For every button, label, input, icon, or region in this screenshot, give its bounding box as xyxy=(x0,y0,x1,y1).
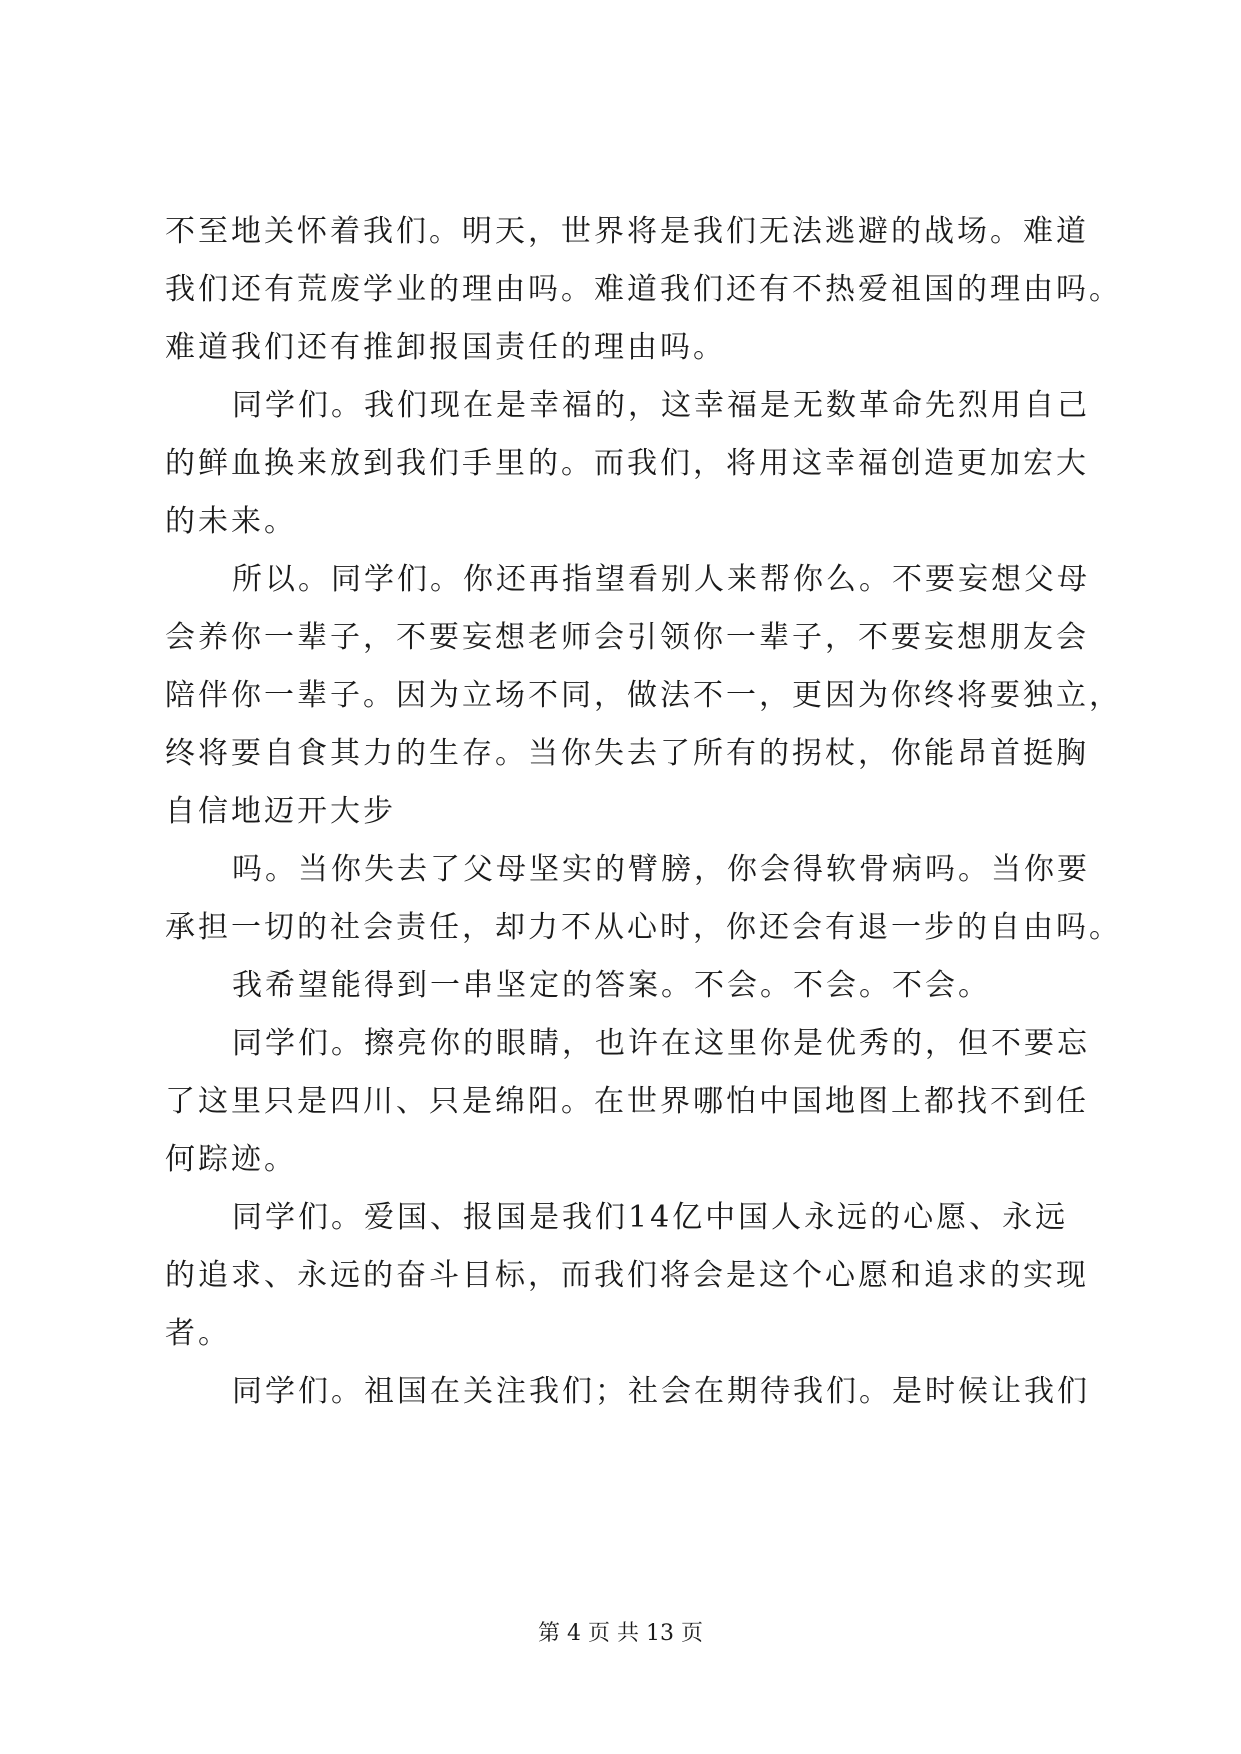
text-line: 何踪迹。 xyxy=(165,1142,297,1177)
paragraph-start-line: 我希望能得到一串坚定的答案。不会。不会。不会。 xyxy=(232,968,991,1003)
text-line: 会养你一辈子，不要妄想老师会引领你一辈子，不要妄想朋友会 xyxy=(165,620,1089,655)
page-number-footer: 第 4 页 共 13 页 xyxy=(538,1621,703,1646)
paragraph-start-line: 吗。当你失去了父母坚实的臂膀，你会得软骨病吗。当你要 xyxy=(232,852,1090,887)
text-line: 了这里只是四川、只是绵阳。在世界哪怕中国地图上都找不到任 xyxy=(165,1084,1089,1119)
text-line: 我们还有荒废学业的理由吗。难道我们还有不热爱祖国的理由吗。 xyxy=(165,272,1122,307)
text-line: 的鲜血换来放到我们手里的。而我们，将用这幸福创造更加宏大 xyxy=(165,446,1089,481)
paragraph-start-line: 同学们。擦亮你的眼睛，也许在这里你是优秀的，但不要忘 xyxy=(232,1026,1090,1061)
text-line: 陪伴你一辈子。因为立场不同，做法不一，更因为你终将要独立， xyxy=(165,678,1122,713)
text-line: 难道我们还有推卸报国责任的理由吗。 xyxy=(165,330,726,365)
text-line: 者。 xyxy=(165,1316,231,1351)
text-line: 的未来。 xyxy=(165,504,297,539)
text-line: 的追求、永远的奋斗目标，而我们将会是这个心愿和追求的实现 xyxy=(165,1258,1089,1293)
text-line: 不至地关怀着我们。明天，世界将是我们无法逃避的战场。难道 xyxy=(165,214,1089,249)
paragraph-start-line: 同学们。爱国、报国是我们14亿中国人永远的心愿、永远 xyxy=(232,1200,1069,1235)
paragraph-start-line: 所以。同学们。你还再指望看别人来帮你么。不要妄想父母 xyxy=(232,562,1090,597)
text-line: 承担一切的社会责任，却力不从心时，你还会有退一步的自由吗。 xyxy=(165,910,1122,945)
text-line: 终将要自食其力的生存。当你失去了所有的拐杖，你能昂首挺胸 xyxy=(165,736,1089,771)
paragraph-start-line: 同学们。我们现在是幸福的，这幸福是无数革命先烈用自己 xyxy=(232,388,1090,423)
text-line: 自信地迈开大步 xyxy=(165,794,396,829)
paragraph-start-line: 同学们。祖国在关注我们；社会在期待我们。是时候让我们 xyxy=(232,1374,1090,1409)
